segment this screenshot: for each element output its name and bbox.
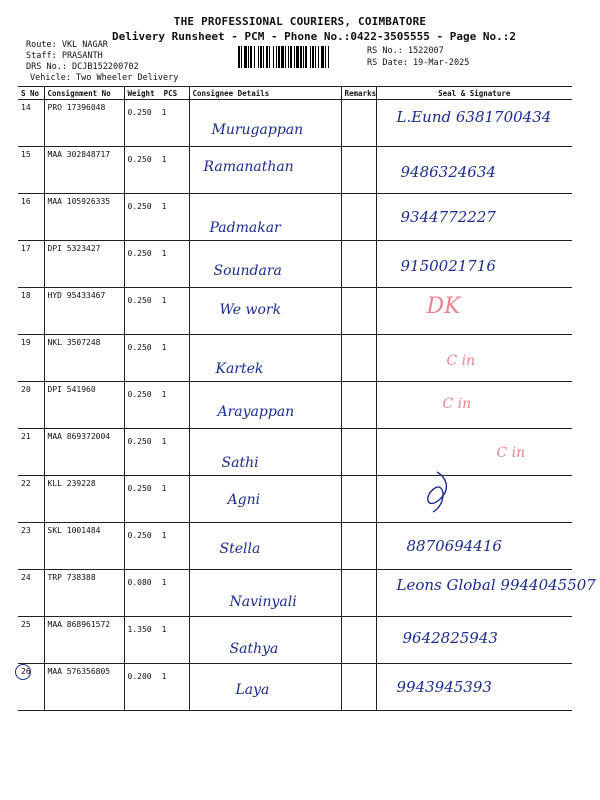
pcs-value: 1: [161, 578, 167, 587]
signature-handwriting: 9150021716: [400, 257, 496, 275]
consignee-handwriting: Agni: [227, 492, 261, 508]
sno-value: 26: [21, 667, 31, 676]
pcs-value: 1: [161, 296, 167, 305]
cell-signature: [376, 664, 572, 711]
cell-sno: [18, 617, 44, 664]
cell-signature: [376, 288, 572, 335]
cell-weight-pcs: [124, 194, 189, 241]
cell-remarks: [341, 429, 376, 476]
cell-sno: [18, 476, 44, 523]
cell-sno: [18, 570, 44, 617]
runsheet-table: [18, 86, 596, 711]
cell-consignee: [189, 241, 341, 288]
col-header-weight-pcs: [124, 87, 189, 100]
col-header-consignee: Consignee Details: [189, 87, 341, 100]
consignee-handwriting: Soundara: [213, 263, 282, 279]
signature-handwriting: 8870694416: [406, 537, 502, 555]
cell-weight-pcs: [124, 617, 189, 664]
weight-value: 0.250: [127, 484, 152, 493]
consignment-value: DPI 5323427: [47, 244, 101, 253]
signature-handwriting: 9486324634: [400, 163, 496, 181]
consignee-handwriting: Sathya: [229, 641, 279, 657]
cell-signature: [376, 335, 572, 382]
weight-value: 0.250: [127, 108, 152, 117]
staff-text: Staff: PRASANTH: [26, 51, 103, 61]
cell-sno: [18, 335, 44, 382]
cell-sno: [18, 241, 44, 288]
cell-consignee: [189, 570, 341, 617]
cell-weight-pcs: [124, 429, 189, 476]
rs-number: RS No.: 1522007: [367, 46, 444, 56]
cell-remarks: [341, 476, 376, 523]
sno-value: 14: [21, 103, 31, 112]
signature-handwriting: 9943945393: [396, 678, 492, 696]
drs-number: DRS No.: DCJB152200702: [26, 62, 139, 72]
weight-value: 0.200: [127, 672, 152, 681]
table-row: [18, 617, 572, 664]
signature-handwriting: C in: [496, 445, 526, 461]
cell-remarks: [341, 335, 376, 382]
pcs-value: 1: [161, 390, 167, 399]
cell-signature: [376, 100, 572, 147]
cell-consignment: [44, 100, 124, 147]
rs-date: RS Date: 19-Mar-2025: [367, 58, 470, 68]
cell-sno: [18, 288, 44, 335]
cell-weight-pcs: [124, 523, 189, 570]
col-header-pcs: PCS: [163, 88, 178, 98]
table-row: [18, 147, 572, 194]
vehicle-text: Vehicle: Two Wheeler Delivery: [30, 73, 179, 83]
cell-weight-pcs: [124, 288, 189, 335]
cell-signature: [376, 617, 572, 664]
table-row: [18, 523, 572, 570]
cell-remarks: [341, 147, 376, 194]
cell-weight-pcs: [124, 147, 189, 194]
sno-value: 25: [21, 620, 31, 629]
col-header-sno: S No: [18, 87, 44, 100]
cell-remarks: [341, 617, 376, 664]
cell-consignee: [189, 429, 341, 476]
weight-value: 0.080: [127, 578, 152, 587]
consignment-value: TRP 738388: [47, 573, 96, 582]
table-row: [18, 335, 572, 382]
cell-consignment: [44, 617, 124, 664]
route-text: Route: VKL NAGAR: [26, 40, 108, 50]
pcs-value: 1: [161, 672, 167, 681]
pcs-value: 1: [161, 249, 167, 258]
signature-handwriting: C in: [446, 353, 476, 369]
consignee-handwriting: Kartek: [215, 361, 264, 377]
cell-consignment: [44, 570, 124, 617]
cell-sno: [18, 523, 44, 570]
consignee-handwriting: We work: [219, 302, 282, 318]
sno-value: 17: [21, 244, 31, 253]
sno-value: 15: [21, 150, 31, 159]
cell-sno: [18, 147, 44, 194]
col-header-weight: Weight: [127, 88, 155, 98]
signature-handwriting: 9344772227: [400, 208, 496, 226]
cell-weight-pcs: [124, 335, 189, 382]
table-header-row: [18, 87, 572, 100]
cell-signature: [376, 194, 572, 241]
cell-sno: [18, 194, 44, 241]
weight-value: 1.350: [127, 625, 152, 634]
sno-value: 23: [21, 526, 31, 535]
weight-value: 0.250: [127, 296, 152, 305]
pcs-value: 1: [161, 531, 167, 540]
cell-consignment: [44, 335, 124, 382]
cell-remarks: [341, 241, 376, 288]
consignee-handwriting: Padmakar: [209, 220, 281, 236]
cell-consignment: [44, 288, 124, 335]
sno-value: 20: [21, 385, 31, 394]
cell-consignee: [189, 335, 341, 382]
col-header-remarks: Remarks: [341, 87, 376, 100]
sno-value: 22: [21, 479, 31, 488]
consignment-value: SKL 1001484: [47, 526, 101, 535]
signature-handwriting: 9642825943: [402, 629, 498, 647]
consignee-handwriting: Navinyali: [229, 594, 297, 610]
weight-value: 0.250: [127, 343, 152, 352]
weight-value: 0.250: [127, 202, 152, 211]
cell-consignment: [44, 147, 124, 194]
cell-sno: [18, 100, 44, 147]
consignment-value: HYD 95433467: [47, 291, 106, 300]
sno-value: 16: [21, 197, 31, 206]
cell-remarks: [341, 570, 376, 617]
signature-handwriting: C in: [442, 396, 472, 412]
table-row: [18, 100, 572, 147]
consignee-handwriting: Murugappan: [211, 122, 304, 138]
cell-consignment: [44, 382, 124, 429]
pcs-value: 1: [161, 202, 167, 211]
consignment-value: MAA 105926335: [47, 197, 111, 206]
weight-value: 0.250: [127, 249, 152, 258]
cell-weight-pcs: [124, 570, 189, 617]
pcs-value: 1: [161, 108, 167, 117]
sno-value: 21: [21, 432, 31, 441]
cell-remarks: [341, 664, 376, 711]
consignee-handwriting: Laya: [235, 682, 270, 698]
cell-consignment: [44, 476, 124, 523]
table-row: [18, 570, 572, 617]
consignment-value: KLL 239228: [47, 479, 96, 488]
barcode-image: [238, 46, 360, 68]
cell-signature: [376, 476, 572, 523]
company-title: THE PROFESSIONAL COURIERS, COIMBATORE: [173, 15, 427, 28]
signature-handwriting: DK: [426, 294, 461, 319]
sno-value: 24: [21, 573, 31, 582]
cell-consignment: [44, 241, 124, 288]
cell-consignee: [189, 617, 341, 664]
cell-consignee: [189, 382, 341, 429]
circle-mark: [15, 664, 31, 680]
cell-signature: [376, 382, 572, 429]
weight-value: 0.250: [127, 531, 152, 540]
cell-signature: [376, 241, 572, 288]
cell-consignee: [189, 288, 341, 335]
consignee-handwriting: Stella: [219, 541, 261, 557]
table-row: [18, 476, 572, 523]
cell-consignment: [44, 429, 124, 476]
table-row: [18, 664, 572, 711]
cell-consignee: [189, 194, 341, 241]
cell-weight-pcs: [124, 664, 189, 711]
cell-sno: [18, 429, 44, 476]
table-row: [18, 429, 572, 476]
cell-signature: [376, 429, 572, 476]
col-header-seal: Seal & Signature: [376, 87, 572, 100]
cell-weight-pcs: [124, 382, 189, 429]
pcs-value: 1: [161, 437, 167, 446]
consignment-value: PRO 17396048: [47, 103, 106, 112]
consignment-value: NKL 3507248: [47, 338, 101, 347]
cell-sno: [18, 382, 44, 429]
cell-consignee: [189, 476, 341, 523]
cell-remarks: [341, 100, 376, 147]
table-row: [18, 194, 572, 241]
consignee-handwriting: Arayappan: [217, 404, 295, 420]
sno-value: 19: [21, 338, 31, 347]
cell-consignment: [44, 664, 124, 711]
cell-consignment: [44, 523, 124, 570]
cell-consignee: [189, 100, 341, 147]
consignment-value: DPI 541960: [47, 385, 96, 394]
cell-consignee: [189, 523, 341, 570]
pcs-value: 1: [161, 625, 167, 634]
consignee-handwriting: Ramanathan: [203, 159, 294, 175]
signature-handwriting: Leons Global 9944045507: [396, 576, 596, 594]
weight-value: 0.250: [127, 390, 152, 399]
pcs-value: 1: [161, 155, 167, 164]
table-row: [18, 241, 572, 288]
cell-consignee: [189, 147, 341, 194]
signature-handwriting: L.Eund 6381700434: [396, 108, 552, 126]
cell-sno: [18, 664, 44, 711]
sno-value: 18: [21, 291, 31, 300]
cell-remarks: [341, 523, 376, 570]
cell-signature: [376, 570, 596, 617]
weight-value: 0.250: [127, 155, 152, 164]
cell-signature: [376, 147, 572, 194]
pcs-value: 1: [161, 343, 167, 352]
cell-weight-pcs: [124, 100, 189, 147]
consignment-value: MAA 869372004: [47, 432, 111, 441]
cell-weight-pcs: [124, 241, 189, 288]
consignment-value: MAA 576356805: [47, 667, 111, 676]
table-row: [18, 288, 572, 335]
runsheet-title: Delivery Runsheet - PCM - Phone No.:0422-3505555 - Page No.:2: [112, 30, 516, 43]
col-header-consignment: Consignment No: [44, 87, 124, 100]
signature-scribble: [417, 470, 457, 514]
cell-consignee: [189, 664, 341, 711]
cell-remarks: [341, 288, 376, 335]
cell-remarks: [341, 382, 376, 429]
cell-remarks: [341, 194, 376, 241]
weight-value: 0.250: [127, 437, 152, 446]
cell-weight-pcs: [124, 476, 189, 523]
pcs-value: 1: [161, 484, 167, 493]
consignee-handwriting: Sathi: [221, 455, 259, 471]
table-row: [18, 382, 572, 429]
cell-consignment: [44, 194, 124, 241]
consignment-value: MAA 868961572: [47, 620, 111, 629]
consignment-value: MAA 302848717: [47, 150, 111, 159]
cell-signature: [376, 523, 572, 570]
